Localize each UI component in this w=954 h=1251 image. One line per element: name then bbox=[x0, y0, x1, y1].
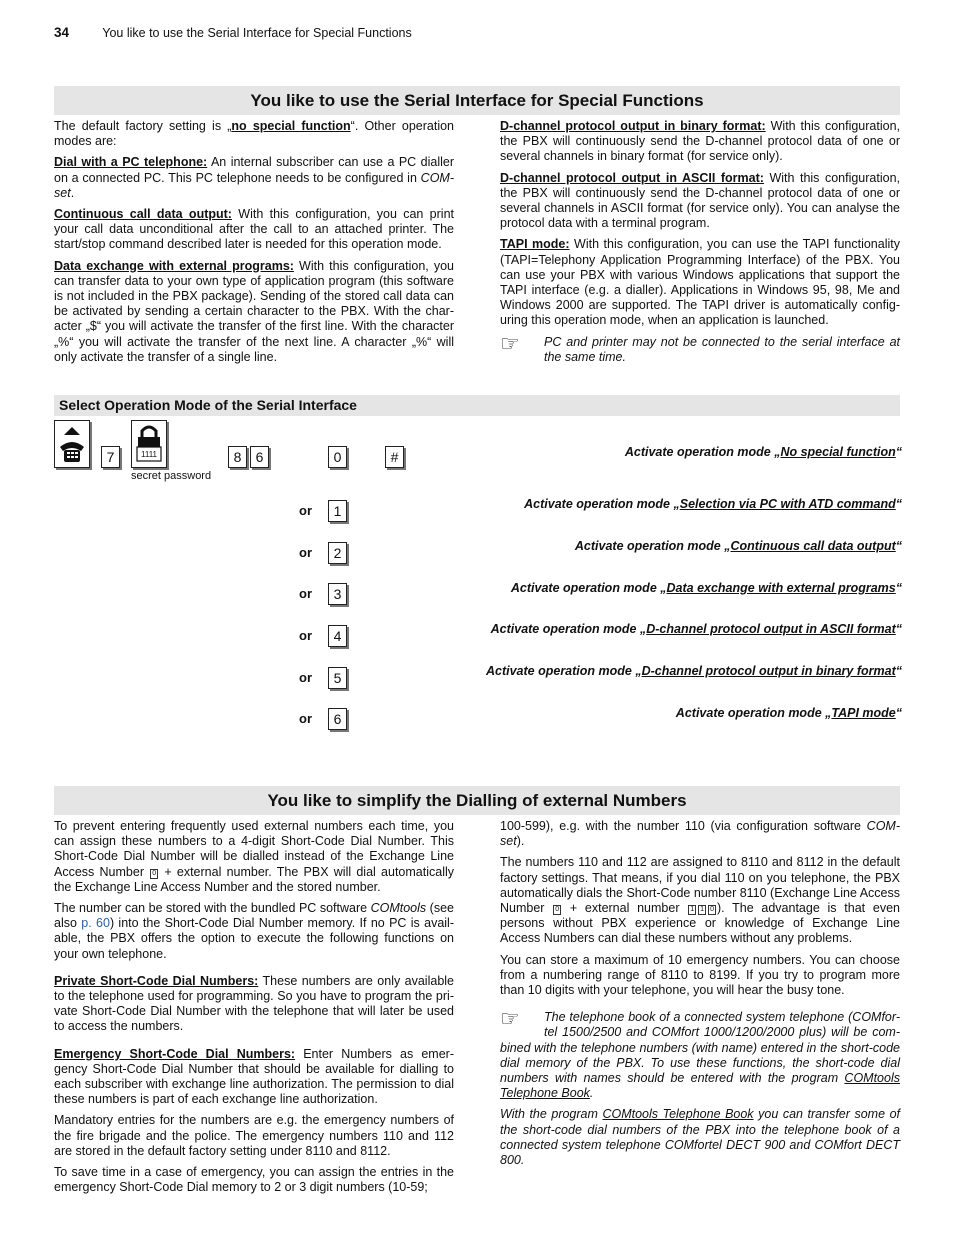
key-8[interactable]: 8 bbox=[228, 446, 247, 468]
key-0-inline: 0 bbox=[710, 906, 714, 914]
key-3[interactable]: 3 bbox=[328, 583, 347, 605]
running-title: You like to use the Serial Interface for Special Functions bbox=[102, 26, 412, 40]
data-exchange-paragraph: Data exchange with external programs: With this configuration, you can transfer data to your own type of application program (this software is not included in the PBX package). Sending of the stored call data can be activated by sending a certain character to the PBX. With the char-acter „$“ you will activate the transfer of the first line. With the character „%“ you will activate the transfer of the next line. A character „%“ will only activate the transfer of a single line. bbox=[54, 258, 455, 364]
secret-password-label: secret password bbox=[131, 470, 212, 482]
key-0-inline: 0 bbox=[555, 906, 560, 914]
section1-right-column bbox=[500, 119, 900, 365]
note-pc-printer: ☞ PC and printer may not be connected to the serial interface at the same time. bbox=[500, 330, 900, 364]
call-data-output-paragraph: Continuous call data output: With this configuration, you can print your call data unconditional after the call to an attached printer. The start/stop command described later is needed for this operation mode. bbox=[54, 207, 454, 252]
key-6[interactable]: 6 bbox=[250, 446, 269, 468]
key-0[interactable]: 0 bbox=[328, 446, 347, 468]
note-transfer: With the program COMtools Telephone Book you can transfer some of the short-code dial numbers of the PBX into the telephone book of a connected system telephone COMfortel DECT 900 and COMfort DECT 800. bbox=[500, 1107, 900, 1168]
key-1-inline: 1 bbox=[700, 906, 705, 914]
page-header bbox=[54, 25, 412, 40]
key-7[interactable]: 7 bbox=[101, 446, 120, 468]
telephone-handset-icon bbox=[54, 420, 90, 468]
or-label: or bbox=[299, 711, 312, 726]
mandatory-entries-paragraph: Mandatory entries for the numbers are e.g. the emergency numbers of the fire brigade and the police. The emergency numbers 110 and 112 are stored in the default factory setting under 8110 and 8112. bbox=[54, 1113, 454, 1158]
key-1-inline: 1 bbox=[690, 906, 695, 914]
emergency-numbers-paragraph: Emergency Short-Code Dial Numbers: Enter Numbers as emer-gency Short-Code Dial Number that should be available for dialling to each subscriber with exchange line authorization. The permission to dial these numbers is part of each exchange line authorization. bbox=[54, 1046, 454, 1107]
activate-mode-ascii: Activate operation mode „D-channel protocol output in ASCII format“ bbox=[490, 622, 902, 636]
key-1[interactable]: 1 bbox=[328, 500, 347, 522]
private-numbers-paragraph: Private Short-Code Dial Numbers: These numbers are only available to the telephone used for programming. So you have to program the pri-vate Short-Code Dial Number with the telephone that will later be used to access the numbers. bbox=[54, 973, 454, 1034]
secret-password-icon bbox=[131, 420, 167, 468]
short-code-intro-paragraph: To prevent entering frequently used external numbers each time, you can assign these numbers to a 4-digit Short-Code Dial Number. This Short-Code Dial Number will be dialled instead of the Exchange Line Access Number 0 + external number. The PBX will dial automatically the Exchange Line Access Number and the stored number. bbox=[54, 819, 454, 894]
section2-left-column bbox=[54, 819, 454, 1201]
comtools-paragraph: The number can be stored with the bundled PC software COMtools (see also p. 60) into the Short-Code Dial Number memory. If no PC is avail-able, the PBX offers the option to execute the following functions on your own telephone. bbox=[54, 901, 454, 961]
activate-mode-atd: Activate operation mode „Selection via PC with ATD command“ bbox=[524, 497, 902, 511]
pointing-hand-icon: ☞ bbox=[500, 1006, 520, 1032]
activate-mode-binary: Activate operation mode „D-channel protocol output in binary format“ bbox=[485, 664, 902, 678]
key-4[interactable]: 4 bbox=[328, 625, 347, 647]
term-no-special-function: no special function bbox=[231, 119, 351, 133]
or-label: or bbox=[299, 628, 312, 643]
key-hash[interactable]: # bbox=[385, 446, 404, 468]
intro-paragraph: The default factory setting is „no special function“. Other operation modes are: bbox=[54, 119, 455, 149]
activate-mode-data-exchange: Activate operation mode „Data exchange with external programs“ bbox=[510, 581, 902, 595]
section1-left-column bbox=[54, 119, 454, 371]
activate-mode-tapi: Activate operation mode „TAPI mode“ bbox=[675, 706, 902, 720]
pointing-hand-icon: ☞ bbox=[500, 330, 520, 356]
section-title-dialling: You like to simplify the Dialling of external Numbers bbox=[54, 786, 900, 815]
tapi-mode-paragraph: TAPI mode: With this configuration, you can use the TAPI functionality (TAPI=Telephony Application Programming Interface) of the PBX. You can use your PBX with various Windows applications that support the TAPI interface (e.g. a dialler). Applications in Windows 95, 98, Me and Windows 2000 are supported. The TAPI driver is automatically config-uring this operation mode, when an application is launched. bbox=[500, 237, 900, 328]
binary-format-paragraph: D-channel protocol output in binary format: With this configuration, the PBX will continuously send the D-channel protocol data of one or several channels in binary format (for service only). bbox=[500, 119, 900, 164]
pin-digits: 1111 bbox=[140, 450, 158, 459]
page-60-link[interactable]: p. 60 bbox=[81, 916, 110, 931]
or-label: or bbox=[299, 670, 312, 685]
section-title-serial-interface: You like to use the Serial Interface for Special Functions bbox=[54, 86, 900, 115]
continued-paragraph: 100-599), e.g. with the number 110 (via configuration software COM-set). bbox=[500, 819, 900, 849]
default-numbers-paragraph: The numbers 110 and 112 are assigned to 8110 and 8112 in the default factory settings. That means, if you dial 110 on you telephone, the PBX automatically dials the Short-Code number 8110 (Exchange Line Access Number 0 + external number 1 1 0 ). The advantage is that even persons without PBX experience or knowledge of Exchange Line Access Numbers can dial these numbers without any problems. bbox=[500, 855, 901, 946]
pc-telephone-paragraph: Dial with a PC telephone: An internal subscriber can use a PC dialler on a connected PC. This PC telephone needs to be configured in COM-set. bbox=[54, 155, 455, 200]
key-2[interactable]: 2 bbox=[328, 542, 347, 564]
activate-mode-call-data: Activate operation mode „Continuous call data output“ bbox=[574, 539, 902, 553]
section2-right-column bbox=[500, 819, 900, 1174]
comtools-telephone-book-ref: COMtools Telephone Book bbox=[500, 1071, 900, 1101]
or-label: or bbox=[299, 503, 312, 518]
page-number: 34 bbox=[54, 25, 70, 40]
note-telephone-book: ☞ The telephone book of a connected system telephone (COMfor-tel 1500/2500 and COMfort 1000/1200/2000 plus) will be com-bined with the telephone numbers (with name) entered in the short-code dial memory of the PBX. To use these functions, the short-code dial numbers with names should be entered with the program COMtools Telephone Book. bbox=[500, 1006, 900, 1101]
key-5[interactable]: 5 bbox=[328, 667, 347, 689]
max-numbers-paragraph: You can store a maximum of 10 emergency numbers. You can choose from a numbering range of 8110 to 8199. If you try to program more than 10 digits with your telephone, you will hear the busy tone. bbox=[500, 952, 900, 998]
or-label: or bbox=[299, 545, 312, 560]
save-time-paragraph: To save time in a case of emergency, you can assign the entries in the emergency Short-Code Dial memory to 2 or 3 digit numbers (10-59; bbox=[54, 1165, 454, 1195]
activate-mode-none: Activate operation mode „No special function“ bbox=[624, 445, 902, 459]
key-0-inline: 0 bbox=[152, 869, 157, 877]
ascii-format-paragraph: D-channel protocol output in ASCII format: With this configuration, the PBX will continuously send the D-channel protocol data of one or several channels in ASCII format (for service only). You can analyse the protocol data with a terminal program. bbox=[500, 170, 901, 231]
subsection-title-select-mode: Select Operation Mode of the Serial Interface bbox=[54, 395, 900, 416]
key-6-tapi[interactable]: 6 bbox=[328, 708, 347, 730]
or-label: or bbox=[299, 586, 312, 601]
